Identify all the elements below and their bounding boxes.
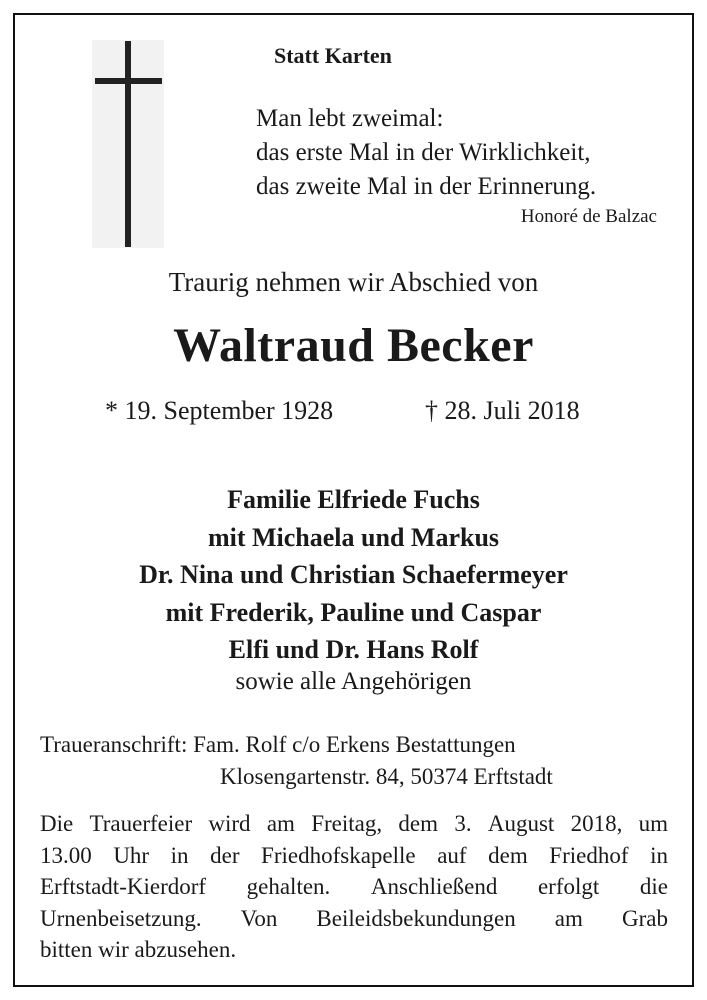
ceremony-line: bitten wir abzusehen. [40,937,237,962]
quote-line: Man lebt zweimal: [256,105,444,132]
family-line: Familie Elfriede Fuchs [227,485,480,514]
family-line: mit Michaela und Markus [207,522,500,552]
address-line: Klosengartenstr. 84, 50374 Erftstadt [220,764,553,789]
quote-line: das zweite Mal in der Erinnerung. [256,173,597,200]
address-line: Traueranschrift: Fam. Rolf c/o Erkens Bestattungen [40,732,516,757]
ceremony-line: 13.00 Uhr in der Friedhofskapelle auf dem Friedhof in [40,842,668,868]
cross-icon [125,41,131,247]
ceremony-line: Erftstadt-Kierdorf gehalten. Anschließend erfolgt die [40,874,668,899]
family-line: Dr. Nina und Christian Schaefermeyer [139,560,568,589]
statt-karten-heading: Statt Karten [274,43,392,68]
quote [256,102,596,204]
ceremony-line: Die Trauerfeier wird am Freitag, dem 3. August 2018, um [40,811,668,836]
family-list [0,481,707,669]
family-line: Elfi und Dr. Hans Rolf [228,635,479,664]
death-date: † 28. Juli 2018 [425,396,580,425]
quote-author: Honoré de Balzac [520,206,657,227]
family-line: mit Frederik, Pauline und Caspar [165,597,542,627]
intro-text: Traurig nehmen wir Abschied von [168,267,539,297]
cross-icon-bar [95,78,162,84]
relatives-text: sowie alle Angehörigen [235,668,472,695]
birth-date: * 19. September 1928 [105,396,334,425]
quote-line: das erste Mal in der Wirklichkeit, [256,139,591,166]
ceremony-paragraph [40,808,668,966]
deceased-name: Waltraud Becker [173,319,534,372]
ceremony-line: Urnenbeisetzung. Von Beileidsbekundungen am Grab [40,905,668,931]
